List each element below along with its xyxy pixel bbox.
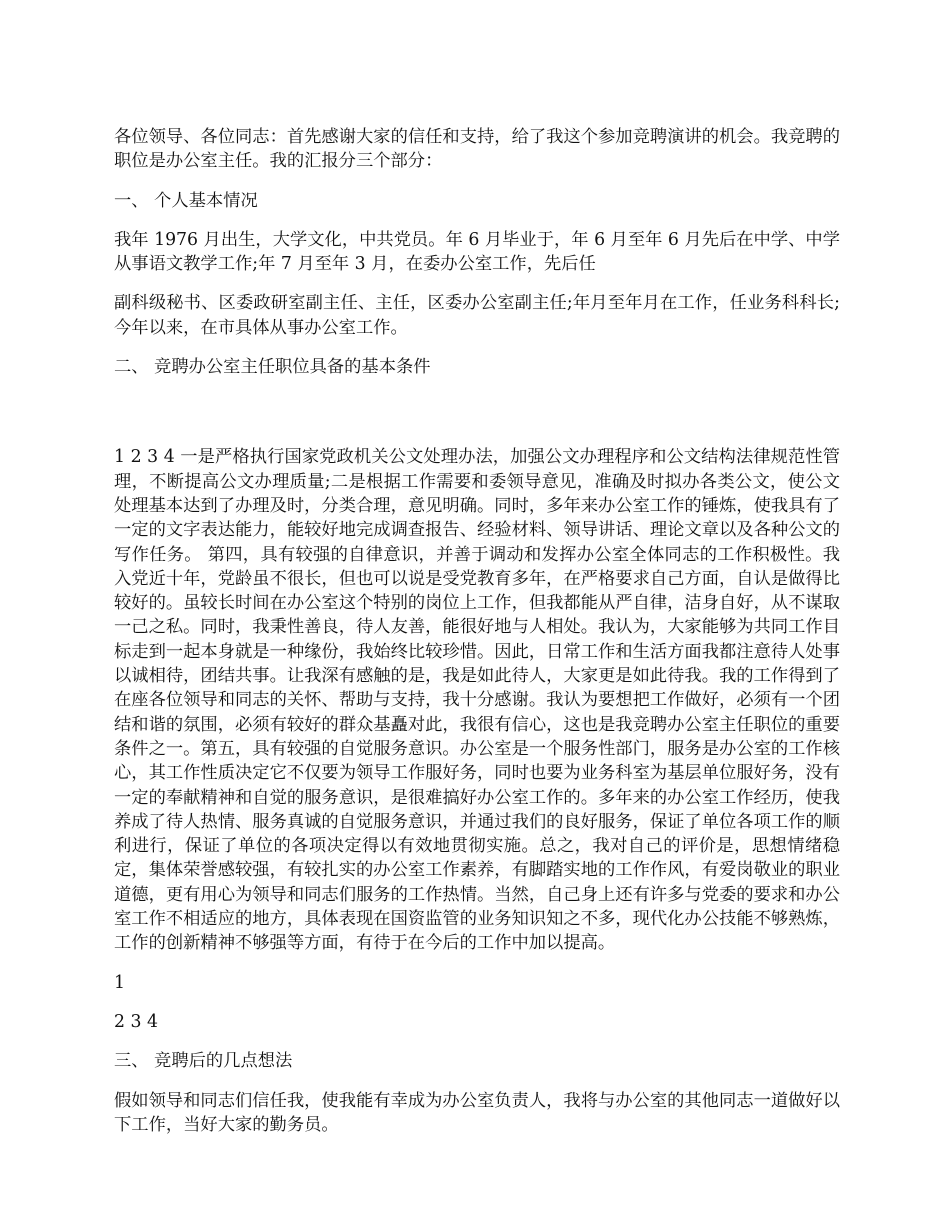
- page-number-fragment: 1: [114, 972, 125, 993]
- basic-info-paragraph-1: 我年 1976 月出生，大学文化，中共党员。年 6 月毕业于，年 6 月至年 6 月先后在中学、中学从事语文教学工作;年 7 月至年 3 月，在委办公室工作，先后任: [114, 229, 840, 275]
- document-page: [114, 125, 840, 1137]
- section-heading-thoughts: 三、 竞聘后的几点想法: [114, 1051, 293, 1072]
- section-heading-conditions: 二、 竞聘办公室主任职位具备的基本条件: [114, 357, 431, 378]
- closing-paragraph: 假如领导和同志们信任我，使我能有幸成为办公室负责人，我将与办公室的其他同志一道做好以下工作，当好大家的勤务员。: [114, 1090, 840, 1135]
- intro-paragraph: 各位领导、各位同志：首先感谢大家的信任和支持，给了我这个参加竞聘演讲的机会。我竞聘的职位是办公室主任。我的汇报分三个部分：: [114, 127, 840, 172]
- page-number-fragment-2: 2 3 4: [114, 1011, 158, 1032]
- section-heading-personal-info: 一、 个人基本情况: [114, 190, 258, 211]
- basic-info-paragraph-2: 副科级秘书、区委政研室副主任、主任，区委办公室副主任;年月至年月在工作，任业务科科长;今年以来，在市具体从事办公室工作。: [114, 293, 840, 338]
- conditions-paragraph: 1 2 3 4 一是严格执行国家党政机关公文处理办法，加强公文办理程序和公文结构法律规范性管理，不断提高公文办理质量;二是根据工作需要和委领导意见，准确及时拟办各类公文，使公文处理基本达到了办理及时，分类合理，意见明确。同时，多年来办公室工作的锤炼，使我具有了一定的文字表达能力，能较好地完成调查报告、经验材料、领导讲话、理论文章以及各种公文的写作任务。 第四，具有较强的自律意识，并善于调动和发挥办公室全体同志的工作积极性。我入党近十年，党龄虽不很长，但也可以说是受党教育多年，在严格要求自己方面，自认是做得比较好的。虽较长时间在办公室这个特别的岗位上工作，但我都能从严自律，洁身自好，从不谋取一己之私。同时，我秉性善良，待人友善，能很好地与人相处。我认为，大家能够为共同工作目标走到一起本身就是一种缘份，我始终比较珍惜。因此，日常工作和生活方面我都注意待人处事以诚相待，团结共事。让我深有感触的是，我是如此待人，大家更是如此待我。我的工作得到了在座各位领导和同志的关怀、帮助与支持，我十分感谢。我认为要想把工作做好，必须有一个团结和谐的氛围，必须有较好的群众基矗对此，我很有信心，这也是我竞聘办公室主任职位的重要条件之一。第五，具有较强的自觉服务意识。办公室是一个服务性部门，服务是办公室的工作核心，其工作性质决定它不仅要为领导工作服好务，同时也要为业务科室为基层单位服好务，没有一定的奉献精神和自觉的服务意识，是很难搞好办公室工作的。多年来的办公室工作经历，使我养成了待人热情、服务真诚的自觉服务意识，并通过我们的良好服务，保证了单位各项工作的顺利进行，保证了单位的各项决定得以有效地贯彻实施。总之，我对自己的评价是，思想情绪稳定，集体荣誉感较强，有较扎实的办公室工作素养，有脚踏实地的工作作风，有爱岗敬业的职业道德，更有用心为领导和同志们服务的工作热情。当然，自己身上还有许多与党委的要求和办公室工作不相适应的地方，具体表现在国资监管的业务知识知之不多，现代化办公技能不够熟炼，工作的创新精神不够强等方面，有待于在今后的工作中加以提高。: [114, 447, 840, 954]
